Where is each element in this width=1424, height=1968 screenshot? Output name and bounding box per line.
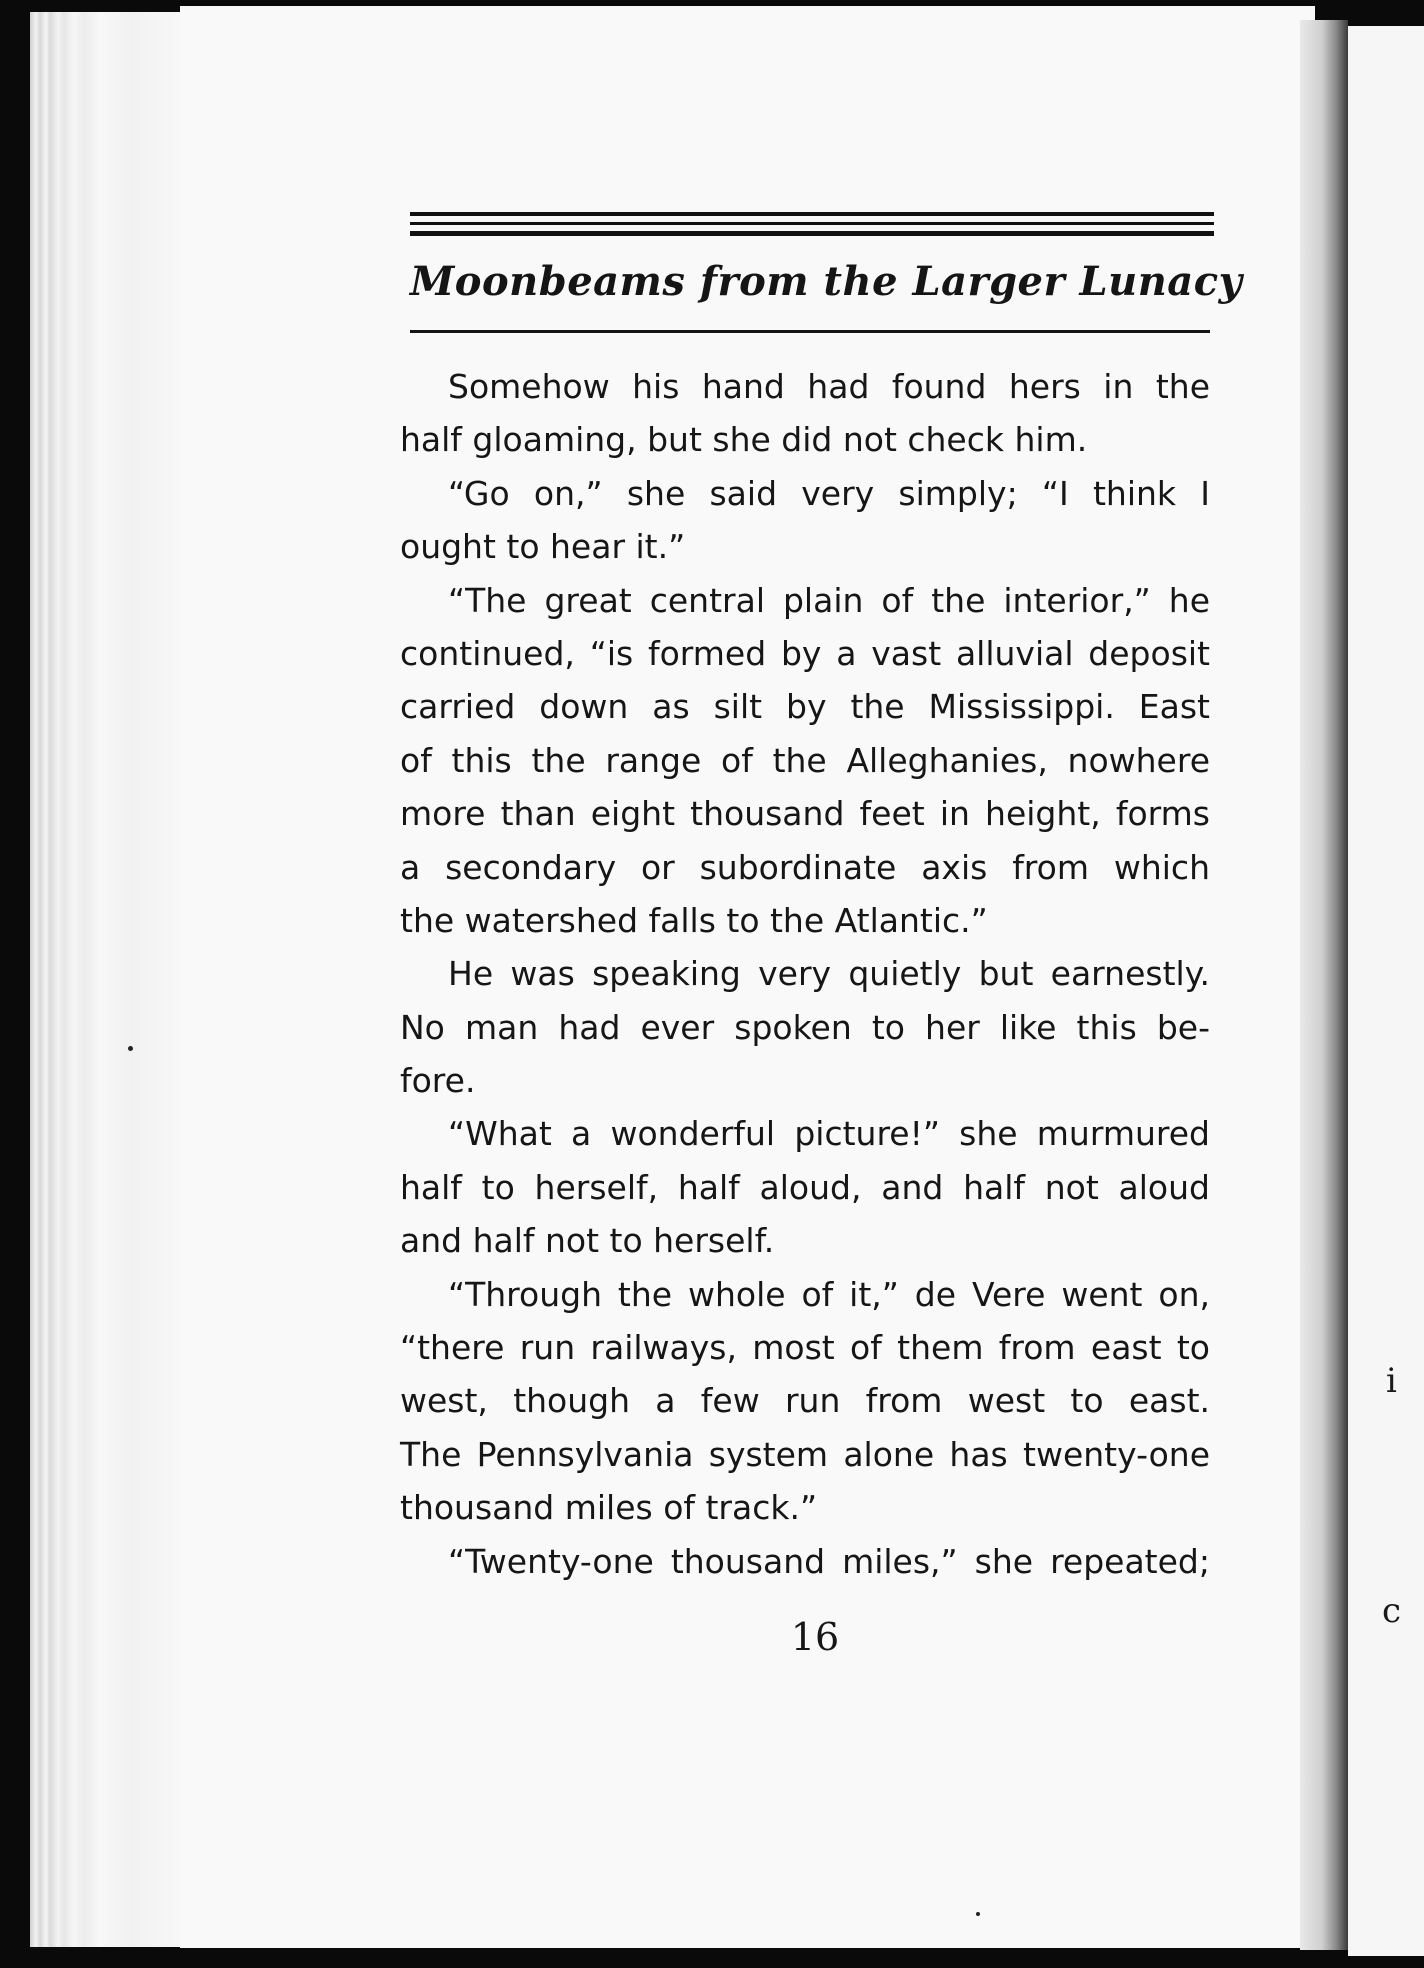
running-head-title: Moonbeams from the Larger Lunacy <box>410 258 1243 305</box>
text-line: He was speaking very quietly but earnestly. <box>448 954 1210 994</box>
header-rule-top <box>410 212 1214 216</box>
text-line: more than eight thousand feet in height, forms <box>400 794 1210 834</box>
text-line: carried down as silt by the Mississippi. East <box>400 687 1210 727</box>
text-line: “Through the whole of it,” de Vere went on, <box>448 1274 1210 1314</box>
facing-page-edge <box>1348 26 1424 1956</box>
facing-page-fragment: i <box>1386 1361 1397 1401</box>
text-line: Somehow his hand had found hers in the <box>448 367 1210 406</box>
page-edges <box>30 12 190 1947</box>
text-line: The Pennsylvania system alone has twenty-one <box>400 1434 1210 1474</box>
text-line: the watershed falls to the Atlantic.” <box>400 900 988 940</box>
page-gutter-shadow <box>1300 20 1348 1950</box>
text-line: west, though a few run from west to east. <box>400 1381 1210 1421</box>
text-line: and half not to herself. <box>400 1221 775 1261</box>
text-line: “Go on,” she said very simply; “I think I <box>448 473 1210 513</box>
dust-speck <box>976 1912 980 1916</box>
header-rule-lower <box>410 231 1214 236</box>
dust-speck <box>128 1046 133 1051</box>
text-line: thousand miles of track.” <box>400 1488 818 1528</box>
header-rule-bottom <box>410 330 1210 333</box>
text-line: “The great central plain of the interior,” he <box>448 580 1210 620</box>
page-body-text <box>400 360 1210 1588</box>
text-line: fore. <box>400 1061 476 1101</box>
text-line: “Twenty-one thousand miles,” she repeated; <box>448 1541 1210 1581</box>
text-line: half gloaming, but she did not check him. <box>400 420 1088 460</box>
text-line: ought to hear it.” <box>400 527 686 567</box>
text-line: of this the range of the Alleghanies, nowhere <box>400 740 1210 780</box>
page-number: 16 <box>790 1615 840 1659</box>
text-line: a secondary or subordinate axis from which <box>400 847 1210 887</box>
text-line: continued, “is formed by a vast alluvial deposit <box>400 633 1210 673</box>
facing-page-fragment: c <box>1382 1591 1402 1631</box>
header-rule-middle <box>410 222 1214 225</box>
text-line: No man had ever spoken to her like this be- <box>400 1007 1210 1047</box>
text-line: “What a wonderful picture!” she murmured <box>448 1114 1210 1154</box>
text-line: half to herself, half aloud, and half not aloud <box>400 1167 1210 1207</box>
text-line: “there run railways, most of them from east to <box>400 1328 1210 1368</box>
